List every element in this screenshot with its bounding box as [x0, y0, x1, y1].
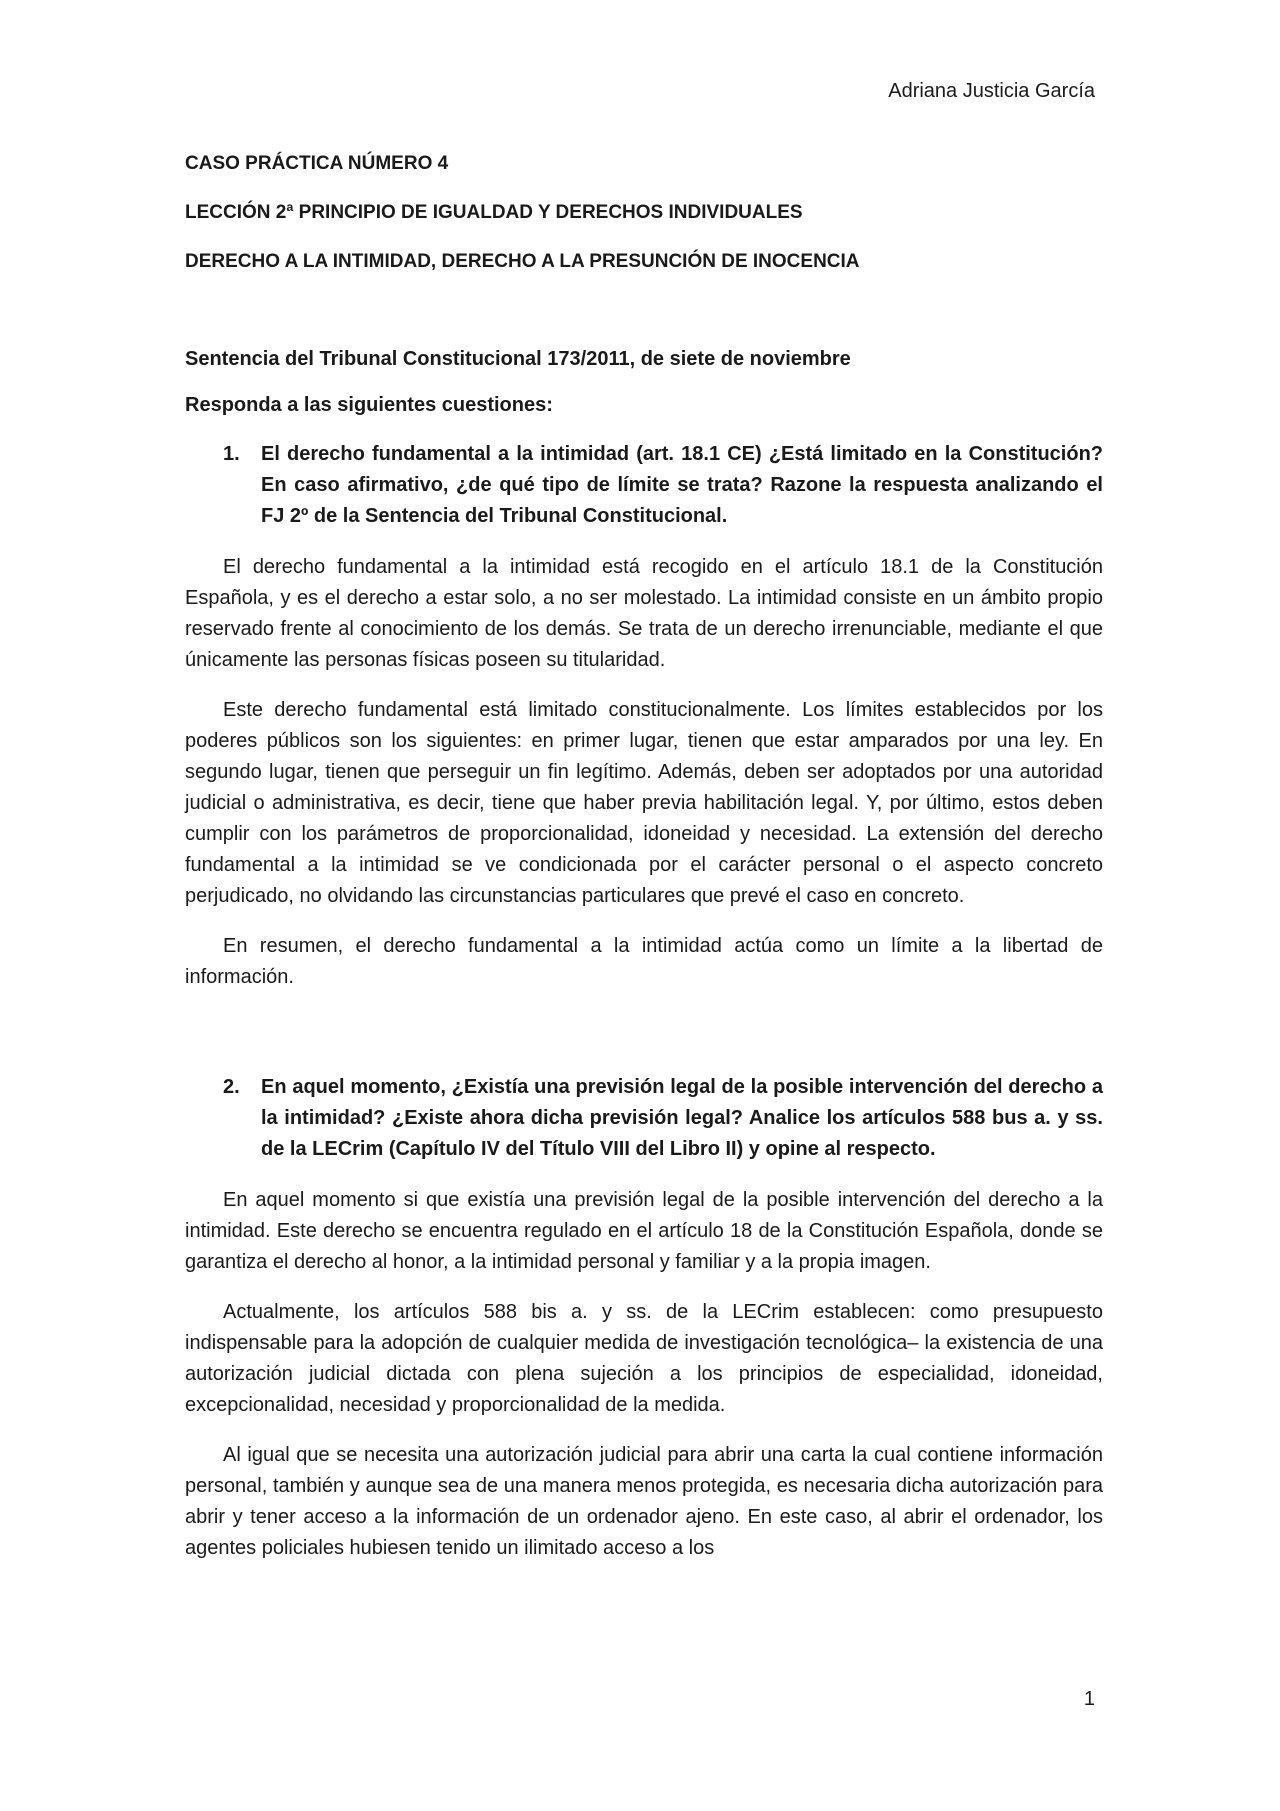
question-text: En aquel momento, ¿Existía una previsión legal de la posible intervención del derecho a la intimidad? ¿Existe ahora dicha previsión legal? Analice los artículos 588 bus a. y ss. de la LECrim (Capítulo IV del Título VIII del Libro II) y opine al respecto.: [261, 1076, 1103, 1160]
lesson-heading: LECCIÓN 2ª PRINCIPIO DE IGUALDAD Y DERECHOS INDIVIDUALES: [185, 202, 803, 223]
rights-heading: DERECHO A LA INTIMIDAD, DERECHO A LA PRESUNCIÓN DE INOCENCIA: [185, 251, 860, 272]
page-number: 1: [1083, 1688, 1095, 1710]
question-text: El derecho fundamental a la intimidad (art. 18.1 CE) ¿Está limitado en la Constitución? En caso afirmativo, ¿de qué tipo de límite se trata? Razone la respuesta analizando el FJ 2º de la Sentencia del Tribunal Constitucional.: [261, 443, 1103, 527]
question-1: [185, 439, 1103, 532]
ruling-title: Sentencia del Tribunal Constitucional 173/2011, de siete de noviembre: [185, 348, 851, 370]
author-name: Adriana Justicia García: [888, 80, 1095, 102]
answer-paragraph: En resumen, el derecho fundamental a la intimidad actúa como un límite a la libertad de información.: [185, 935, 1103, 988]
answer-paragraph: Actualmente, los artículos 588 bis a. y ss. de la LECrim establecen: como presupuesto indispensable para la adopción de cualquier medida de investigación tecnológica– la existencia de una autorización judicial dictada con plena sujeción a los principios de especialidad, idoneidad, excepcionalidad, necesidad y proporcionalidad de la medida.: [185, 1301, 1103, 1416]
answer-paragraph: En aquel momento si que existía una previsión legal de la posible intervención del derecho a la intimidad. Este derecho se encuentra regulado en el artículo 18 de la Constitución Española, donde se garantiza el derecho al honor, a la intimidad personal y familiar y a la propia imagen.: [185, 1189, 1103, 1273]
question-number: 1.: [223, 443, 240, 465]
instruction-text: Responda a las siguientes cuestiones:: [185, 394, 553, 416]
answer-paragraph: Este derecho fundamental está limitado constitucionalmente. Los límites establecidos por los poderes públicos son los siguientes: en primer lugar, tienen que estar amparados por una ley. En segundo lugar, tienen que perseguir un fin legítimo. Además, deben ser adoptados por una autoridad judicial o administrativa, es decir, tiene que haber previa habilitación legal. Y, por último, estos deben cumplir con los parámetros de proporcionalidad, idoneidad y necesidad. La extensión del derecho fundamental a la intimidad se ve condicionada por el carácter personal o el aspecto concreto perjudicado, no olvidando las circunstancias particulares que prevé el caso en concreto.: [185, 699, 1103, 907]
question-number: 2.: [223, 1076, 240, 1098]
case-heading: CASO PRÁCTICA NÚMERO 4: [185, 153, 449, 174]
answer-paragraph: El derecho fundamental a la intimidad está recogido en el artículo 18.1 de la Constitución Española, y es el derecho a estar solo, a no ser molestado. La intimidad consiste en un ámbito propio reservado frente al conocimiento de los demás. Se trata de un derecho irrenunciable, mediante el que únicamente las personas físicas poseen su titularidad.: [185, 556, 1103, 671]
question-2: [185, 1072, 1103, 1165]
answer-paragraph: Al igual que se necesita una autorización judicial para abrir una carta la cual contiene información personal, también y aunque sea de una manera menos protegida, es necesaria dicha autorización para abrir y tener acceso a la información de un ordenador ajeno. En este caso, al abrir el ordenador, los agentes policiales hubiesen tenido un ilimitado acceso a los: [185, 1444, 1103, 1559]
document-body: [185, 152, 1103, 1583]
